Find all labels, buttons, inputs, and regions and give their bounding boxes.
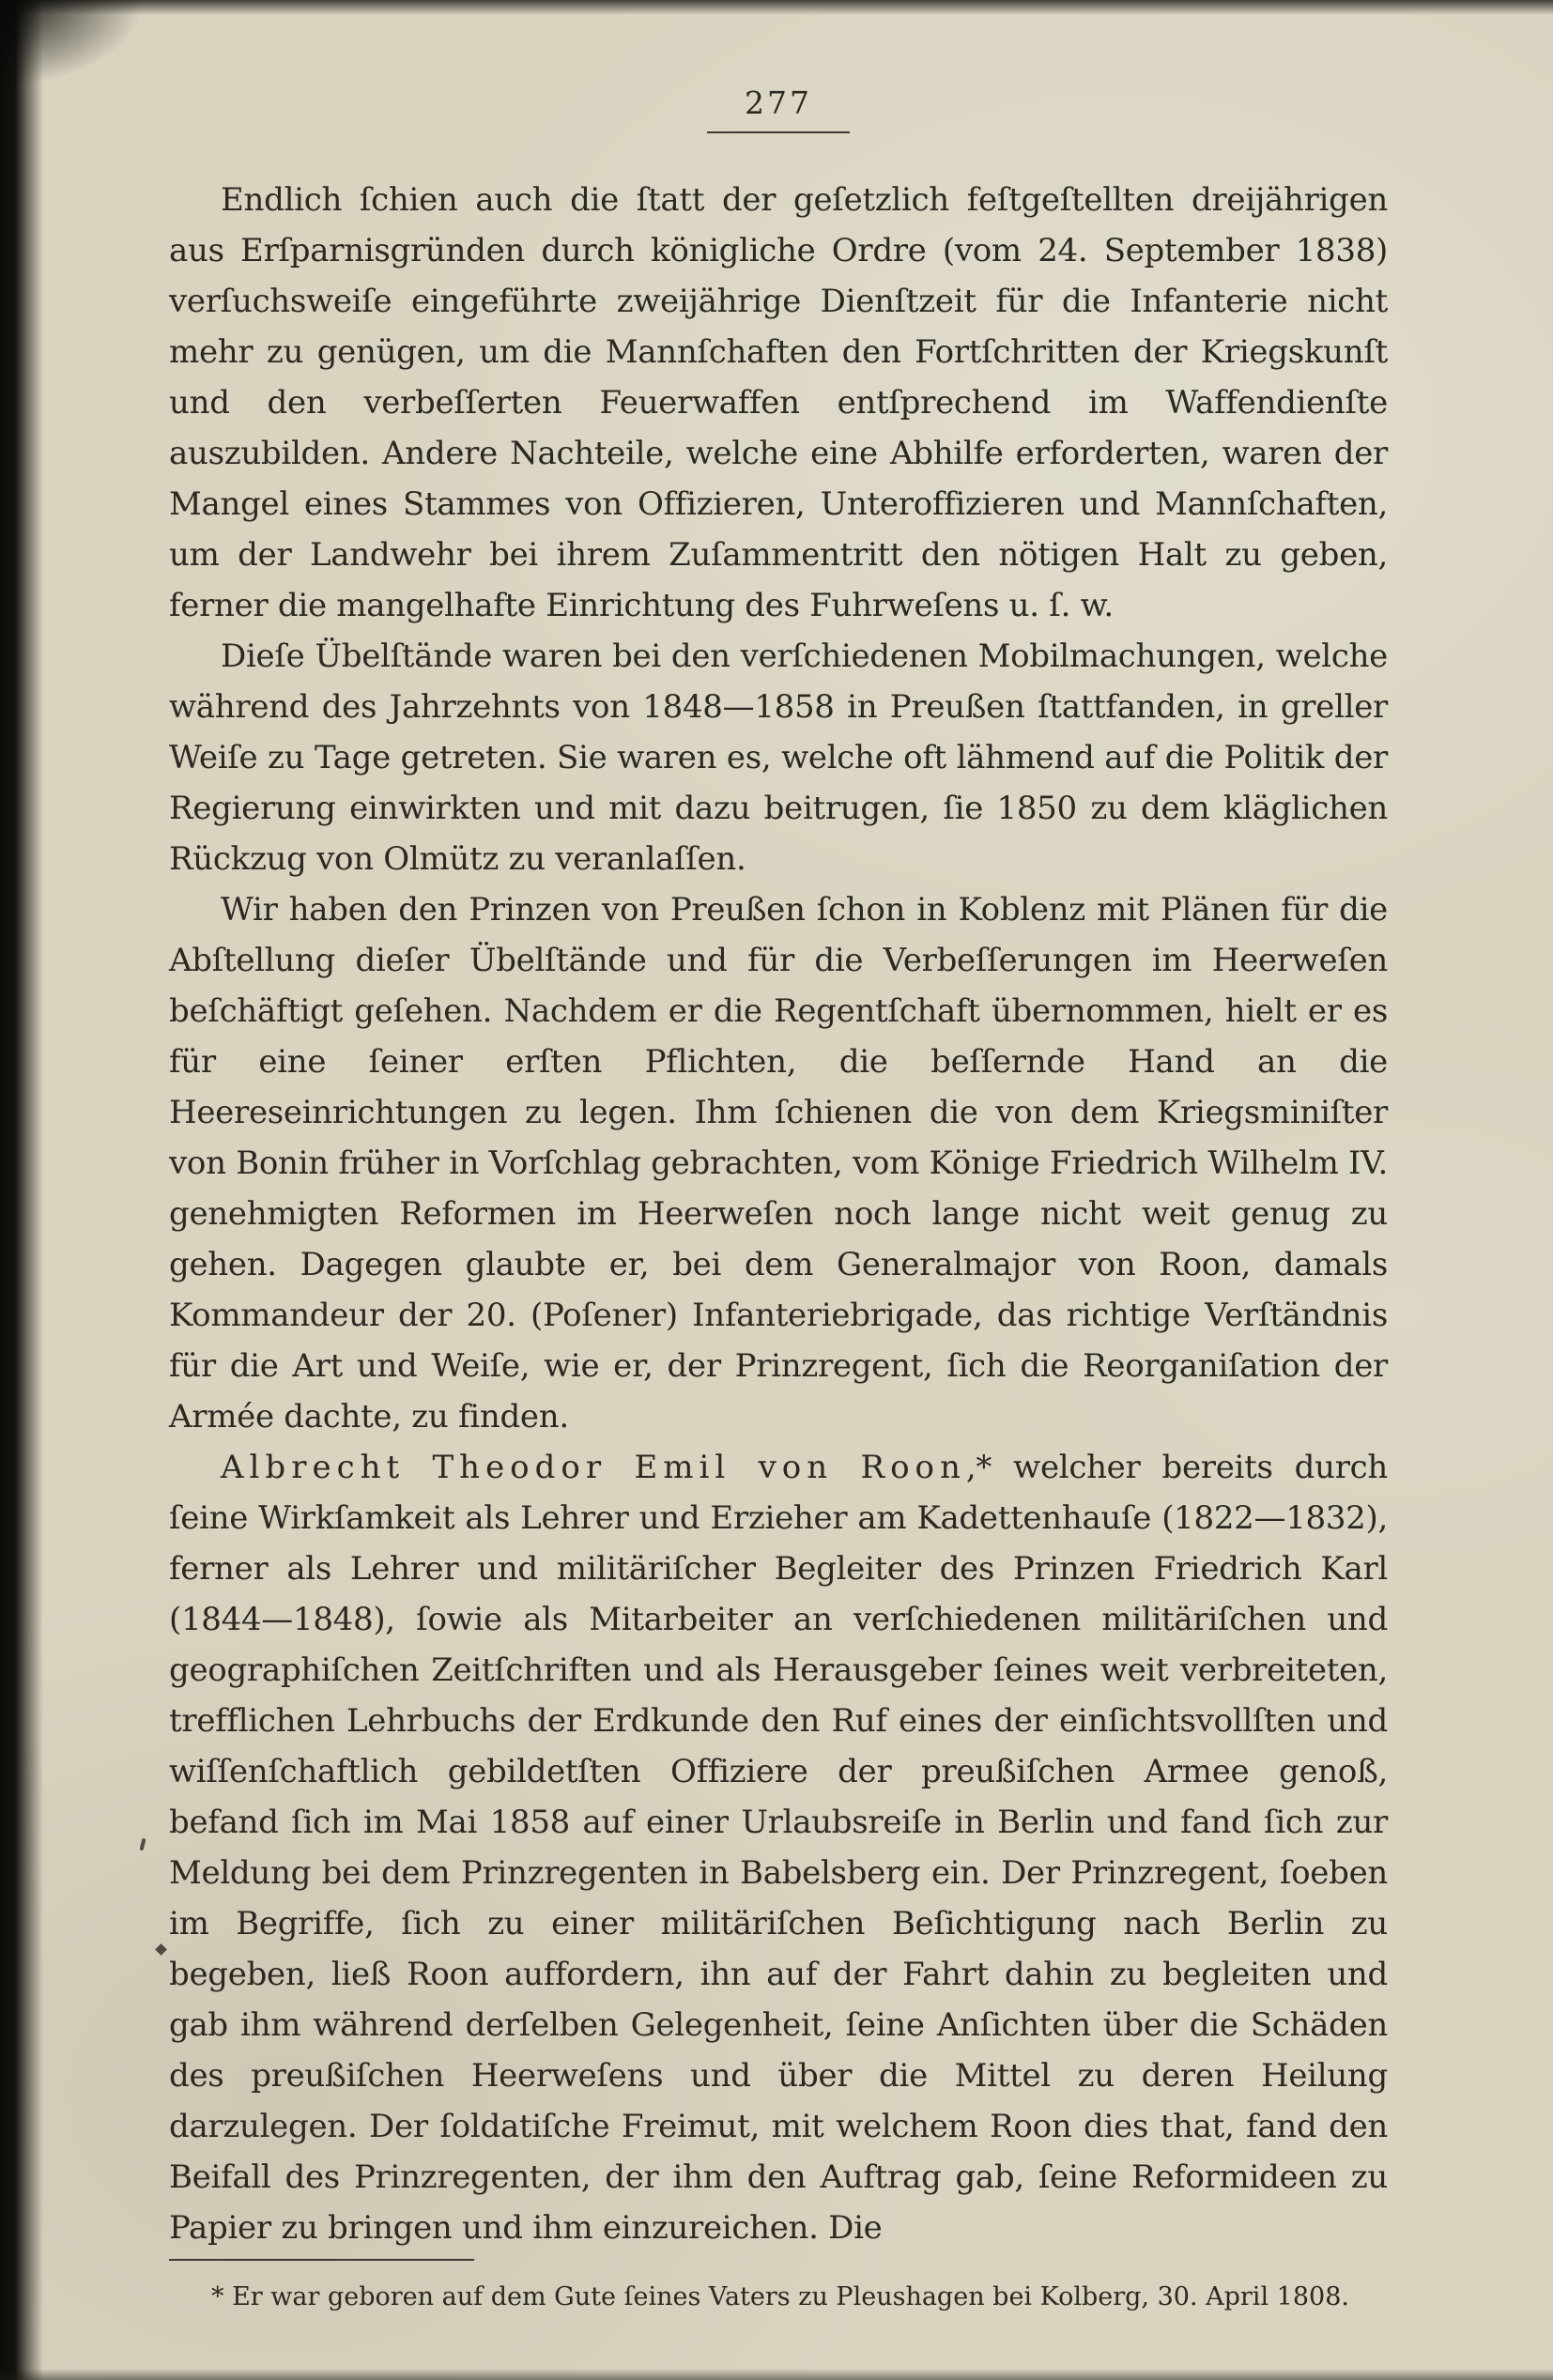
scan-edge-top [0,0,1553,15]
paragraph-dienstzeit: Endlich ſchien auch die ſtatt der geſetzlich feſtgeſtellten dreijährigen aus Erſparnisgründen durch königliche Ordre (vom 24. September 1838) verſuchsweiſe eingeführte zweijährige Dienſtzeit für die Infanterie nicht mehr zu genügen, um die Mannſchaften den Fortſchritten der Kriegskunſt und den verbeſſerten Feuerwaffen entſprechend im Waffendienſte auszubilden. Andere Nachteile, welche eine Abhilfe erforderten, waren der Mangel eines Stammes von Offizieren, Unteroffizieren und Mannſchaften, um der Landwehr bei ihrem Zuſammentritt den nötigen Halt zu geben, ferner die mangelhafte Einrichtung des Fuhrweſens u. ſ. w. [169,181,1388,624]
paragraph-uebelstaende: Dieſe Übelſtände waren bei den verſchiedenen Mobilmachungen, welche während des Jahrzehnts von 1848—1858 in Preußen ſtattfanden, in greller Weiſe zu Tage getreten. Sie waren es, welche oft lähmend auf die Politik der Regierung einwirkten und mit dazu beitrugen, ſie 1850 zu dem kläglichen Rückzug von Olmütz zu veranlaſſen. [169,637,1388,878]
scan-corner-top-left [0,0,141,84]
ink-mark [139,1838,146,1851]
footnote-text: * Er war geboren auf dem Gute ſeines Vaters zu Pleushagen bei Kolberg, 30. April 1808. [211,2282,1349,2311]
page-number-rule [707,131,850,133]
page-number: 277 [745,84,812,121]
paragraph-prinzregent: Wir haben den Prinzen von Preußen ſchon in Koblenz mit Plänen für die Abſtellung dieſer Übelſtände und für die Verbeſſerungen im Heerweſen beſchäftigt geſehen. Nachdem er die Regentſchaft übernommen, hielt er es für eine ſeiner erſten Pflichten, die beſſernde Hand an die Heereseinrichtungen zu legen. Ihm ſchienen die von dem Kriegsminiſter von Bonin früher in Vorſchlag gebrachten, vom Könige Friedrich Wilhelm IV. genehmigten Reformen im Heerweſen noch lange nicht weit genug zu gehen. Dagegen glaubte er, bei dem Generalmajor von Roon, damals Kommandeur der 20. (Poſener) Infanteriebrigade, das richtige Verſtändnis für die Art und Weiſe, wie er, der Prinzregent, ſich die Reorganiſation der Armée dachte, zu finden. [169,891,1388,1436]
person-name-emphasis: Albrecht Theodor Emil von Roon [221,1449,966,1486]
scan-edge-left [0,0,43,2380]
body-text [169,175,1388,2253]
paragraph-roon-text: ,* welcher bereits durch ſeine Wirkſamkeit als Lehrer und Erzieher am Kadettenhauſe (1822—1832), ferner als Lehrer und militäriſcher Begleiter des Prinzen Friedrich Karl (1844—1848), ſowie als Mitarbeiter an verſchiedenen militäriſchen und geographiſchen Zeitſchriften und als Herausgeber ſeines weit verbreiteten, trefflichen Lehrbuchs der Erdkunde den Ruf eines der einſichtsvollſten und wiſſenſchaftlich gebildetſten Offiziere der preußiſchen Armee genoß, befand ſich im Mai 1858 auf einer Urlaubsreiſe in Berlin und fand ſich zur Meldung bei dem Prinzregenten in Babelsberg ein. Der Prinzregent, ſoeben im Begriffe, ſich zu einer militäriſchen Beſichtigung nach Berlin zu begeben, ließ Roon auffordern, ihn auf der Fahrt dahin zu begleiten und gab ihm während derſelben Gelegenheit, ſeine Anſichten über die Schäden des preußiſchen Heerweſens und über die Mittel zu deren Heilung darzulegen. Der ſoldatiſche Freimut, mit welchem Roon dies that, fand den Beifall des Prinzregenten, der ihm den Auftrag gab, ſeine Reformideen zu Papier zu bringen und ihm einzureichen. Die [169,1449,1388,2247]
footnote-rule [169,2259,474,2261]
paragraph-roon [169,1442,1388,2253]
scan-edge-bottom [0,2369,1553,2380]
ink-mark [155,1943,167,1956]
page-content [169,0,1388,2380]
footnote-area [169,2259,1388,2313]
